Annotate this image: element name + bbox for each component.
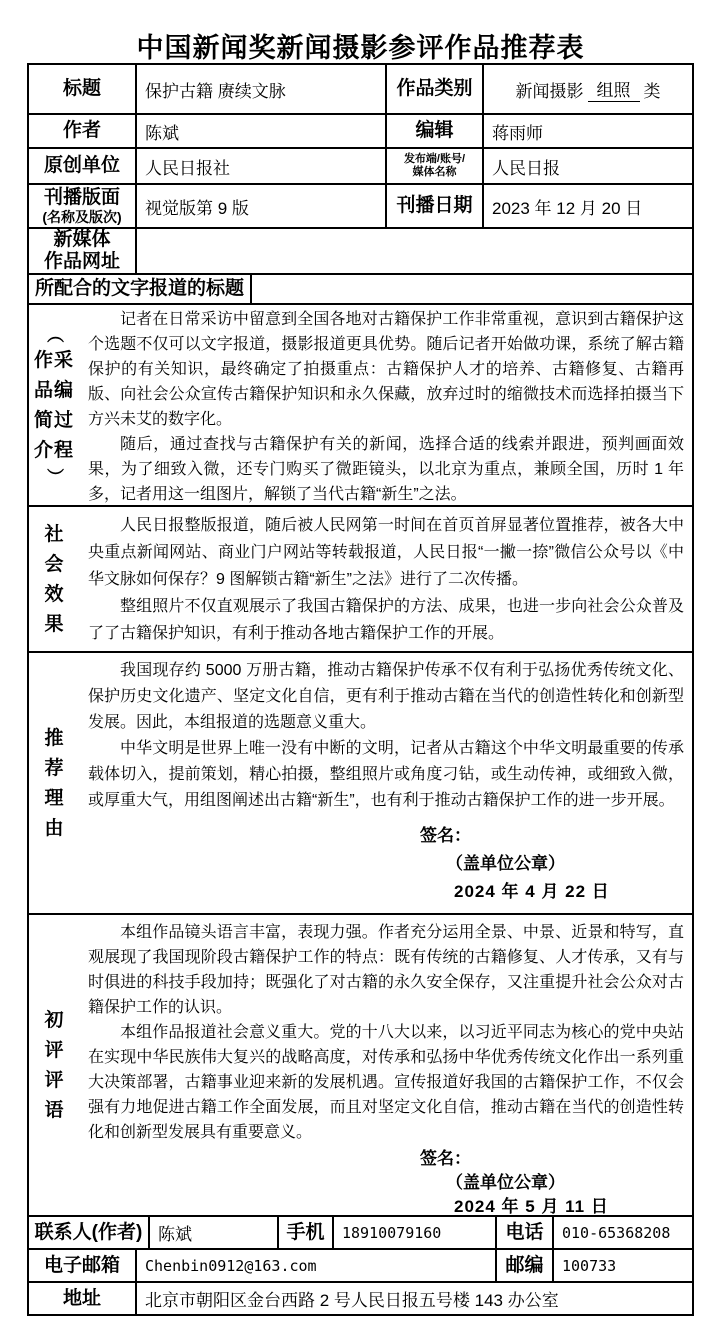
recommend-paragraph: 中华文明是世界上唯一没有中断的文明，记者从古籍这个中华文明最重要的传承载体切入，提前策划，精心拍摄，整组照片或角度刁钻，或生动传神，或细致入微，或厚重大气，用组图阐述出古籍“新生”，也有利于推动古籍保护工作的进一步开展。: [88, 740, 684, 809]
recommend-label-char: 理: [44, 787, 64, 809]
review-section-label: [29, 915, 79, 1215]
effect-paragraph: 人民日报整版报道，随后被人民网第一时间在首页首屏显著位置推荐，被各大中央重点新闻网站、商业门户网站等转载报道，人民日报“一撇一捺”微信公众号以《中华文脉如何保存？9 图解锁古籍“新生”之法》进行了二次传播。: [88, 517, 684, 588]
recommend-label-char: 推: [44, 727, 64, 749]
org-field-label: 原创单位: [43, 155, 120, 176]
form-table: [27, 63, 694, 1316]
review-label-char: 语: [44, 1099, 64, 1121]
recommend-sign-label: 签名：: [420, 826, 471, 845]
row-contact-person: [29, 1215, 692, 1248]
effect-paragraph: 整组照片不仅直观展示了我国古籍保护的方法、成果，也进一步向社会公众普及了了古籍保护知识，有利于推动各地古籍保护工作的开展。: [88, 598, 684, 642]
recommend-section-label: [29, 653, 79, 913]
process-label-row: 品编: [33, 379, 74, 401]
mobile-label: 手机: [277, 1217, 332, 1248]
process-section-label: [29, 305, 79, 505]
review-paragraph: 本组作品报道社会意义重大。党的十八大以来，以习近平同志为核心的党中央站在实现中华民族伟大复兴的战略高度，对传承和弘扬中华优秀传统文化作出一系列重大决策部署，古籍事业迎来新的发展机遇。宣传报道好我国的古籍保护工作，不仅会强有力地促进古籍工作全面发展，而且对坚定文化自信，推动古籍在当代的创造性转化和创新型发展具有重要意义。: [88, 1024, 684, 1141]
row-address: [29, 1281, 692, 1314]
recommend-seal-note: （盖单位公章）: [446, 854, 565, 873]
row-review-comment: [29, 913, 692, 1215]
date-field-value: 2023 年 12 月 20 日: [482, 185, 692, 227]
review-seal-note: （盖单位公章）: [446, 1173, 565, 1192]
email-value: Chenbin0912@163.com: [135, 1250, 495, 1281]
row-org-platform: [29, 147, 692, 183]
mobile-value: 18910079160: [332, 1217, 495, 1248]
platform-label-line2: 媒体名称: [412, 166, 457, 178]
category-suffix: 类: [643, 81, 661, 101]
platform-label-line1: 发布端/账号/: [403, 153, 466, 165]
process-label-row: 简过: [33, 409, 74, 431]
row-recommend-reason: [29, 651, 692, 913]
review-signature-block: [88, 1147, 684, 1219]
review-sign-date: 2024 年 5 月 11 日: [454, 1197, 609, 1216]
textreport-field-label: 所配合的文字报道的标题: [34, 278, 244, 299]
process-label-open-paren: （: [44, 325, 64, 343]
effect-label-char: 会: [44, 553, 64, 575]
newmedia-field-value: [135, 229, 692, 273]
org-field-value: 人民日报社: [135, 149, 385, 183]
author-field-value: 陈斌: [135, 115, 385, 147]
platform-field-label: [385, 149, 482, 183]
contact-person-label: 联系人(作者): [34, 1221, 143, 1243]
recommend-label-char: 荐: [44, 757, 64, 779]
recommend-section-text: [79, 653, 692, 913]
row-process-intro: [29, 303, 692, 505]
recommend-label-char: 由: [44, 817, 64, 839]
row-title-category: [29, 65, 692, 113]
effect-label-char: 果: [44, 613, 64, 635]
email-label: 电子邮箱: [43, 1254, 120, 1276]
phone-label: 电话: [495, 1217, 552, 1248]
review-paragraph: 本组作品镜头语言丰富，表现力强。作者充分运用全景、中景、近景和特写，直观展现了我国现阶段古籍保护工作的特点：既有传统的古籍修复、人才传承，又有与时俱进的科技手段加持；既强化了对古籍的永久安全保存，又注重提升社会公众对古籍保护工作的认识。: [88, 924, 684, 1016]
author-field-label: 作者: [62, 120, 101, 141]
postcode-label: 邮编: [495, 1250, 552, 1281]
review-sign-label: 签名：: [420, 1149, 471, 1168]
row-social-effect: [29, 505, 692, 651]
layout-label-line1: 刊播版面: [43, 186, 120, 208]
phone-value: 010-65368208: [552, 1217, 692, 1248]
process-label-row: 介程: [33, 439, 74, 461]
date-field-label: 刊播日期: [385, 185, 482, 227]
newmedia-label-line1: 新媒体: [53, 229, 111, 250]
review-label-char: 初: [44, 1009, 64, 1031]
title-field-value: 保护古籍 赓续文脉: [135, 65, 385, 113]
editor-field-label: 编辑: [385, 115, 482, 147]
page-title: 中国新闻奖新闻摄影参评作品推荐表: [136, 33, 585, 63]
postcode-value: 100733: [552, 1250, 692, 1281]
category-prefix: 新闻摄影: [515, 81, 584, 101]
address-label: 地址: [62, 1287, 101, 1309]
newmedia-field-label: [29, 229, 135, 273]
recommend-paragraph: 我国现存约 5000 万册古籍，推动古籍保护传承不仅有利于弘扬优秀传统文化、保护历史文化遗产、坚定文化自信，更有利于推动古籍在当代的创造性转化和创新型发展。因此，本组报道的选题意义重大。: [88, 662, 684, 731]
process-section-text: [79, 305, 692, 505]
address-value: 北京市朝阳区金台西路 2 号人民日报五号楼 143 办公室: [135, 1283, 692, 1314]
row-text-report-title: [29, 273, 692, 303]
process-label-close-paren: ）: [44, 467, 64, 485]
recommend-sign-date: 2024 年 4 月 22 日: [454, 882, 610, 901]
layout-label-line2: (名称及版次): [42, 208, 122, 225]
layout-field-value: 视觉版第 9 版: [135, 185, 385, 227]
review-section-text: [79, 915, 692, 1215]
process-paragraph: 记者在日常采访中留意到全国各地对古籍保护工作非常重视，意识到古籍保护这个选题不仅可以文字报道，摄影报道更具优势。随后记者开始做功课，系统了解古籍保护的有关知识，最终确定了拍摄重点：古籍保护人才的培养、古籍修复、古籍再版、向社会公众宣传古籍保护知识和永久保藏，放弃过时的缩微技术而选择拍摄当下方兴未艾的数字化。: [88, 311, 684, 428]
layout-field-label: [29, 185, 135, 227]
effect-section-label: [29, 507, 79, 651]
row-author-editor: [29, 113, 692, 147]
contact-person-value: 陈斌: [148, 1217, 277, 1248]
category-field-value: [482, 65, 692, 113]
review-label-char: 评: [44, 1039, 64, 1061]
recommend-signature-block: [88, 822, 684, 906]
effect-section-text: [79, 507, 692, 651]
row-email-postcode: [29, 1248, 692, 1281]
row-newmedia-url: [29, 227, 692, 273]
newmedia-label-line2: 作品网址: [43, 251, 120, 272]
textreport-field-value: [250, 275, 692, 303]
title-field-label: 标题: [62, 78, 101, 99]
platform-field-value: 人民日报: [482, 149, 692, 183]
process-label-row: 作采: [33, 349, 74, 371]
category-field-label: 作品类别: [385, 65, 482, 113]
effect-label-char: 社: [44, 523, 64, 545]
editor-field-value: 蒋雨师: [482, 115, 692, 147]
review-label-char: 评: [44, 1069, 64, 1091]
process-paragraph: 随后，通过查找与古籍保护有关的新闻，选择合适的线索并跟进，预判画面效果，为了细致入微，还专门购买了微距镜头，以北京为重点，兼顾全国，历时 1 年多，记者用这一组图片，解锁了当代古籍“新生”之法。: [88, 436, 684, 503]
effect-label-char: 效: [44, 583, 64, 605]
category-underlined: 组照: [588, 76, 640, 102]
row-layout-date: [29, 183, 692, 227]
